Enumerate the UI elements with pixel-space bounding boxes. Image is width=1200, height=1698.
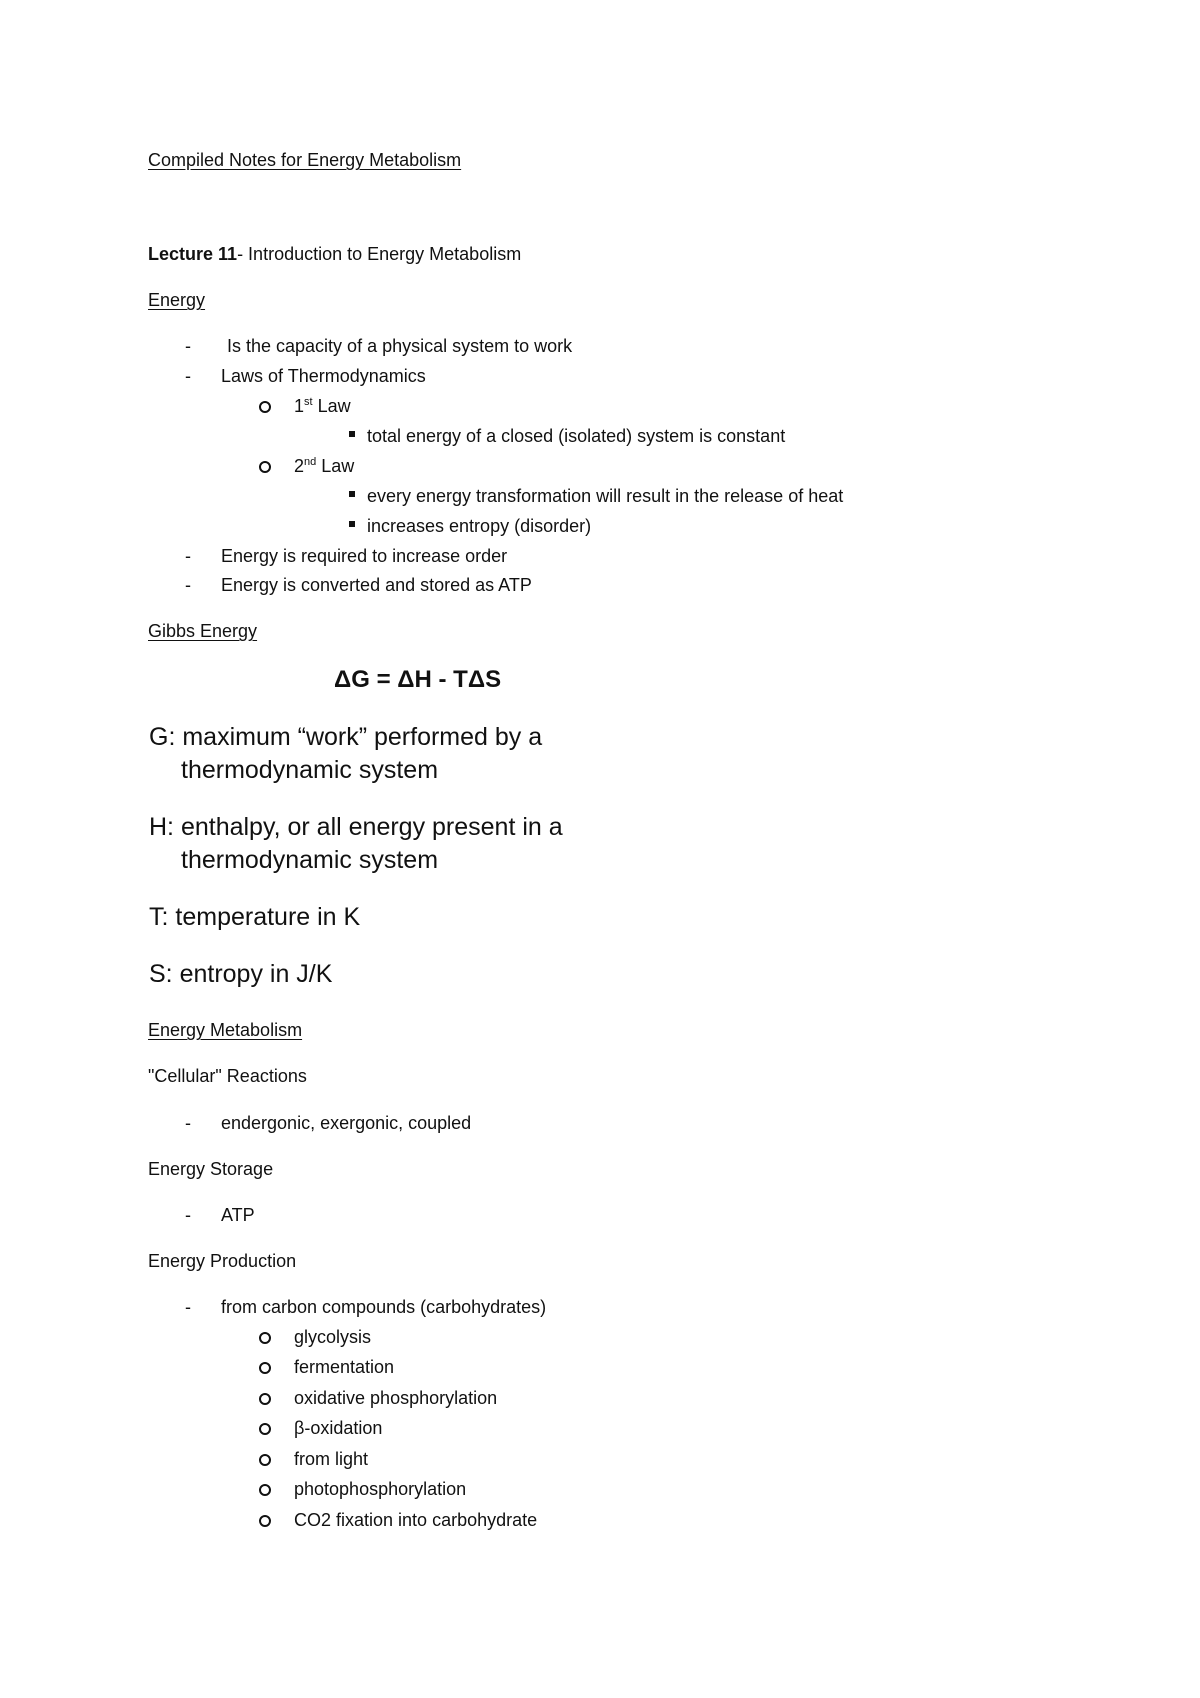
- energy-order: Energy is required to increase order: [221, 546, 508, 566]
- circle-bullet: [259, 461, 271, 473]
- circle-bullet: [259, 1423, 271, 1435]
- circle-bullet: [259, 1454, 271, 1466]
- dash-bullet: -: [185, 546, 191, 566]
- production-sub-item: photophosphorylation: [294, 1479, 467, 1499]
- gibbs-h-line2: thermodynamic system: [181, 846, 439, 874]
- lecture-heading: [148, 243, 521, 265]
- cellular-reactions-item: endergonic, exergonic, coupled: [221, 1113, 472, 1133]
- first-law: 1st Law: [294, 396, 351, 416]
- cellular-reactions-heading: "Cellular" Reactions: [148, 1066, 307, 1086]
- energy-production-item: from carbon compounds (carbohydrates): [221, 1297, 547, 1317]
- lecture-title: - Introduction to Energy Metabolism: [237, 244, 522, 264]
- energy-atp: Energy is converted and stored as ATP: [221, 575, 532, 595]
- document-title: Compiled Notes for Energy Metabolism: [148, 150, 462, 170]
- dash-bullet: -: [185, 1113, 191, 1133]
- energy-metabolism-heading: Energy Metabolism: [148, 1020, 303, 1040]
- production-sub-item: oxidative phosphorylation: [294, 1388, 498, 1408]
- dash-bullet: -: [185, 366, 191, 386]
- gibbs-h-line1: H: enthalpy, or all energy present in a: [149, 813, 563, 841]
- circle-bullet: [259, 1484, 271, 1496]
- circle-bullet: [259, 1362, 271, 1374]
- energy-capacity: Is the capacity of a physical system to work: [227, 336, 573, 356]
- lecture-label: Lecture 11: [148, 244, 238, 264]
- circle-bullet: [259, 1393, 271, 1405]
- gibbs-t-line: T: temperature in K: [149, 903, 361, 931]
- square-bullet: [349, 521, 355, 527]
- laws-of-thermodynamics: Laws of Thermodynamics: [221, 366, 426, 386]
- gibbs-s-line: S: entropy in J/K: [149, 960, 333, 988]
- circle-bullet: [259, 1332, 271, 1344]
- square-bullet: [349, 491, 355, 497]
- dash-bullet: -: [185, 1205, 191, 1225]
- square-bullet: [349, 431, 355, 437]
- first-law-detail: total energy of a closed (isolated) system is constant: [367, 426, 786, 446]
- dash-bullet: -: [185, 1297, 191, 1317]
- second-law: 2nd Law: [294, 456, 355, 476]
- second-law-detail-entropy: increases entropy (disorder): [367, 516, 592, 536]
- production-sub-item: fermentation: [294, 1357, 395, 1377]
- dash-bullet: -: [185, 336, 191, 356]
- production-sub-item: from light: [294, 1449, 369, 1469]
- second-law-detail-heat: every energy transformation will result in the release of heat: [367, 486, 844, 506]
- gibbs-equation: ΔG = ΔH - TΔS: [334, 666, 502, 693]
- gibbs-g-line1: G: maximum “work” performed by a: [149, 723, 543, 751]
- gibbs-g-line2: thermodynamic system: [181, 756, 439, 784]
- energy-storage-heading: Energy Storage: [148, 1159, 274, 1179]
- production-sub-item: CO2 fixation into carbohydrate: [294, 1510, 538, 1530]
- production-sub-item: glycolysis: [294, 1327, 372, 1347]
- circle-bullet: [259, 1515, 271, 1527]
- production-sub-item: β-oxidation: [294, 1418, 383, 1438]
- energy-production-heading: Energy Production: [148, 1251, 297, 1271]
- energy-heading: Energy: [148, 290, 206, 310]
- circle-bullet: [259, 401, 271, 413]
- gibbs-heading: Gibbs Energy: [148, 621, 258, 641]
- energy-storage-item: ATP: [221, 1205, 255, 1225]
- dash-bullet: -: [185, 575, 191, 595]
